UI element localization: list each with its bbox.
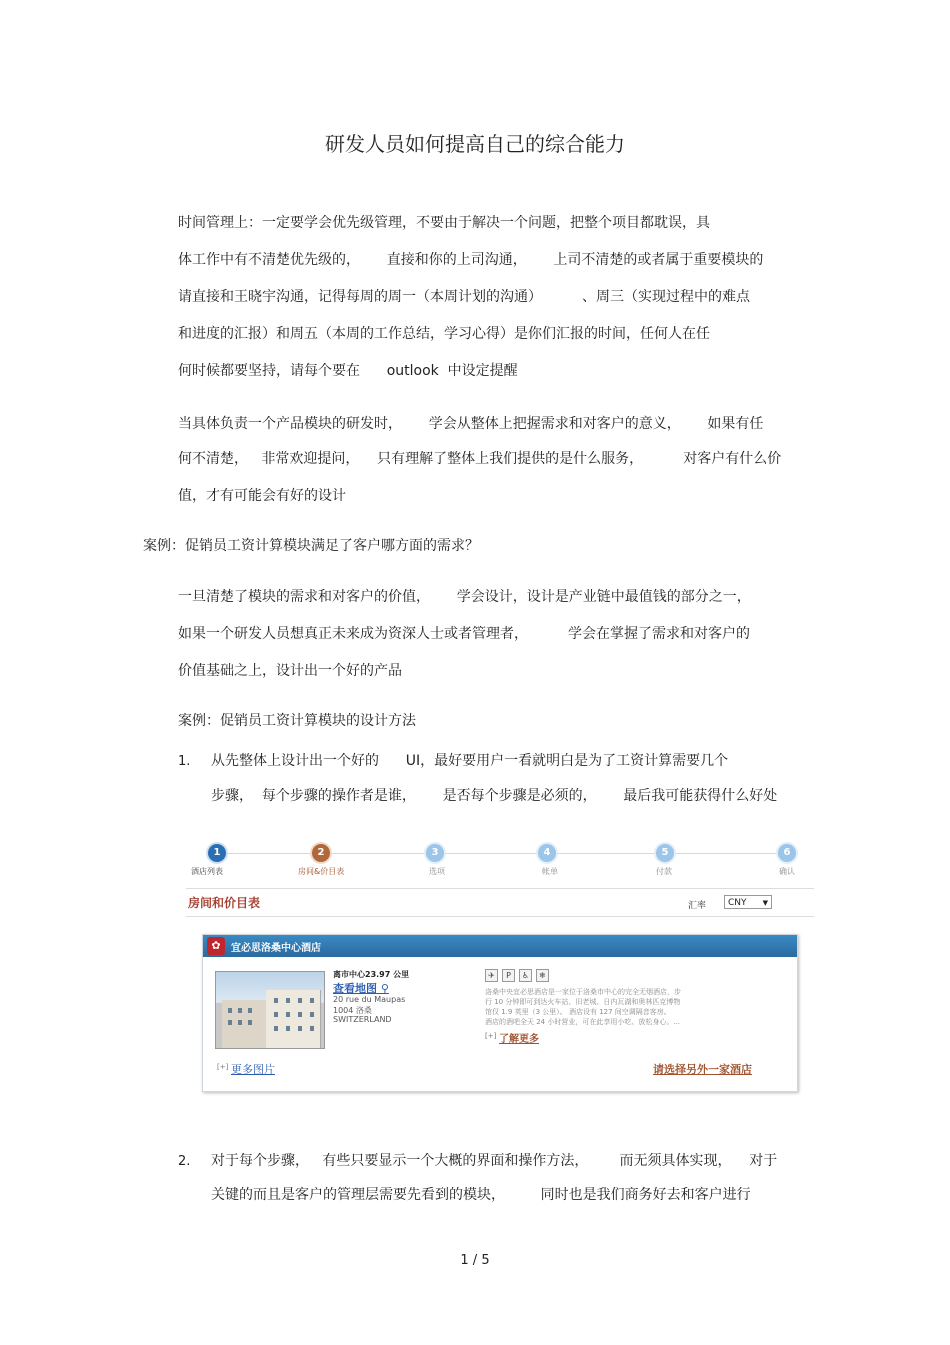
rate-label: 汇率 — [688, 901, 707, 911]
hotel-card — [202, 934, 798, 1092]
step-4-icon: 4 — [538, 844, 556, 862]
learn-more-link[interactable]: 了解更多 — [499, 1034, 539, 1045]
expand-icon: [+] — [217, 1063, 229, 1071]
hotel-card-header — [203, 935, 797, 957]
hotel-description-line: 酒店的酒吧全天 24 小时营业，可在此享用小吃、放松身心。... — [485, 1018, 681, 1026]
currency-value: CNY — [728, 898, 747, 908]
more-photos-link[interactable]: 更多图片 — [231, 1063, 275, 1076]
window-shape — [310, 998, 314, 1003]
step-5-icon: 5 — [656, 844, 674, 862]
document-title: 研发人员如何提高自己的综合能力 — [325, 132, 625, 156]
step-label: 确认 — [779, 867, 795, 876]
window-shape — [310, 1026, 314, 1031]
window-shape — [298, 998, 302, 1003]
hotel-logo-icon: ✿ — [207, 937, 225, 955]
hotel-description-line: 馆仅 1.9 英里（3 公里）。 酒店设有 127 间空调隔音客房。 — [485, 1008, 671, 1016]
para2-line: 何不清楚， 非常欢迎提问， 只有理解了整体上我们提供的是什么服务， 对客户有什么价 — [178, 451, 782, 467]
parking-icon: P — [502, 969, 515, 982]
step-label: 付款 — [656, 867, 672, 876]
para1-line: 何时候都要坚持，请每个要在 outlook 中设定提醒 — [178, 363, 518, 379]
hotel-name[interactable]: 宜必思洛桑中心酒店 — [231, 943, 321, 954]
para3-line: 价值基础之上，设计出一个好的产品 — [178, 663, 402, 679]
hotel-description-line: 洛桑中央宜必思酒店是一家位于洛桑市中心的完全无烟酒店，步 — [485, 988, 681, 996]
para2-line: 当具体负责一个产品模块的研发时， 学会从整体上把握需求和对客户的意义， 如果有任 — [178, 416, 764, 432]
window-shape — [228, 1008, 232, 1013]
step-label: 选项 — [429, 867, 445, 876]
step-3-icon: 3 — [426, 844, 444, 862]
step-connector — [674, 853, 780, 854]
amenity-icons — [485, 969, 553, 982]
window-shape — [248, 1008, 252, 1013]
divider — [186, 888, 814, 889]
para1-line: 和进度的汇报）和周五（本周的工作总结，学习心得）是你们汇报的时间，任何人在任 — [178, 326, 710, 342]
list-item-line: 对于每个步骤， 有些只要显示一个大概的界面和操作方法， 而无须具体实现， 对于 — [211, 1153, 778, 1169]
step-label: 帐单 — [542, 867, 558, 876]
address-line: SWITZERLAND — [333, 1015, 392, 1024]
window-shape — [286, 1012, 290, 1017]
page-number: 1 / 5 — [460, 1253, 490, 1268]
view-map-link[interactable] — [333, 980, 389, 996]
address-line: 20 rue du Maupas — [333, 995, 406, 1004]
choose-other-hotel-link[interactable]: 请选择另外一家酒店 — [653, 1063, 752, 1076]
chevron-down-icon: ▼ — [762, 899, 768, 907]
window-shape — [248, 1020, 252, 1025]
airport-shuttle-icon: ✈ — [485, 969, 498, 982]
divider — [186, 916, 814, 917]
magnifier-icon: ⚲ — [380, 982, 389, 995]
window-shape — [298, 1012, 302, 1017]
window-shape — [310, 1012, 314, 1017]
list-item-line: 步骤， 每个步骤的操作者是谁， 是否每个步骤是必须的， 最后我可能获得什么好处 — [211, 788, 778, 804]
step-label: 房间&价目表 — [298, 867, 345, 876]
distance-text: 离市中心23.97 公里 — [333, 970, 410, 979]
case-heading: 案例：促销员工资计算模块的设计方法 — [178, 713, 416, 729]
window-shape — [298, 1026, 302, 1031]
hotel-description-line: 行 10 分钟即可到达火车站、旧老城、日内瓦湖和奥林匹克博物 — [485, 998, 681, 1006]
expand-icon: [+] — [485, 1032, 497, 1040]
currency-select[interactable] — [724, 895, 772, 909]
para1-line: 体工作中有不清楚优先级的， 直接和你的上司沟通， 上司不清楚的或者属于重要模块的 — [178, 252, 764, 268]
para3-line: 一旦清楚了模块的需求和对客户的价值， 学会设计，设计是产业链中最值钱的部分之一， — [178, 589, 751, 605]
step-label: 酒店列表 — [191, 867, 223, 876]
para1-line: 请直接和王晓宇沟通，记得每周的周一（本周计划的沟通） 、周三（实现过程中的难点 — [178, 289, 751, 305]
window-shape — [274, 1012, 278, 1017]
case-heading: 案例：促销员工资计算模块满足了客户哪方面的需求？ — [143, 538, 479, 554]
address-line: 1004 洛桑 — [333, 1006, 372, 1015]
window-shape — [238, 1020, 242, 1025]
step-connector — [218, 853, 314, 854]
window-shape — [286, 998, 290, 1003]
step-6-icon: 6 — [778, 844, 796, 862]
step-2-icon[interactable]: 2 — [312, 844, 330, 862]
view-map-label: 查看地图 — [333, 982, 377, 995]
window-shape — [228, 1020, 232, 1025]
step-connector — [556, 853, 658, 854]
para1-line: 时间管理上：一定要学会优先级管理，不要由于解决一个问题，把整个项目都耽误，具 — [178, 215, 710, 231]
section-title: 房间和价目表 — [188, 896, 261, 910]
step-1-icon[interactable]: 1 — [208, 844, 226, 862]
list-item-line: 关键的而且是客户的管理层需要先看到的模块， 同时也是我们商务好去和客户进行 — [211, 1187, 751, 1203]
list-item-line: 从先整体上设计出一个好的 UI，最好要用户一看就明白是为了工资计算需要几个 — [211, 753, 729, 769]
step-connector — [330, 853, 426, 854]
list-number: 1. — [178, 754, 191, 769]
window-shape — [274, 998, 278, 1003]
window-shape — [238, 1008, 242, 1013]
step-connector — [444, 853, 540, 854]
window-shape — [274, 1026, 278, 1031]
list-number: 2. — [178, 1154, 191, 1169]
embedded-screenshot — [186, 838, 816, 1098]
hotel-photo[interactable] — [215, 971, 325, 1049]
para2-line: 值，才有可能会有好的设计 — [178, 488, 346, 504]
accessible-icon: ♿ — [519, 969, 532, 982]
air-conditioning-icon: ❄ — [536, 969, 549, 982]
para3-line: 如果一个研发人员想真正未来成为资深人士或者管理者， 学会在掌握了需求和对客户的 — [178, 626, 751, 642]
window-shape — [286, 1026, 290, 1031]
